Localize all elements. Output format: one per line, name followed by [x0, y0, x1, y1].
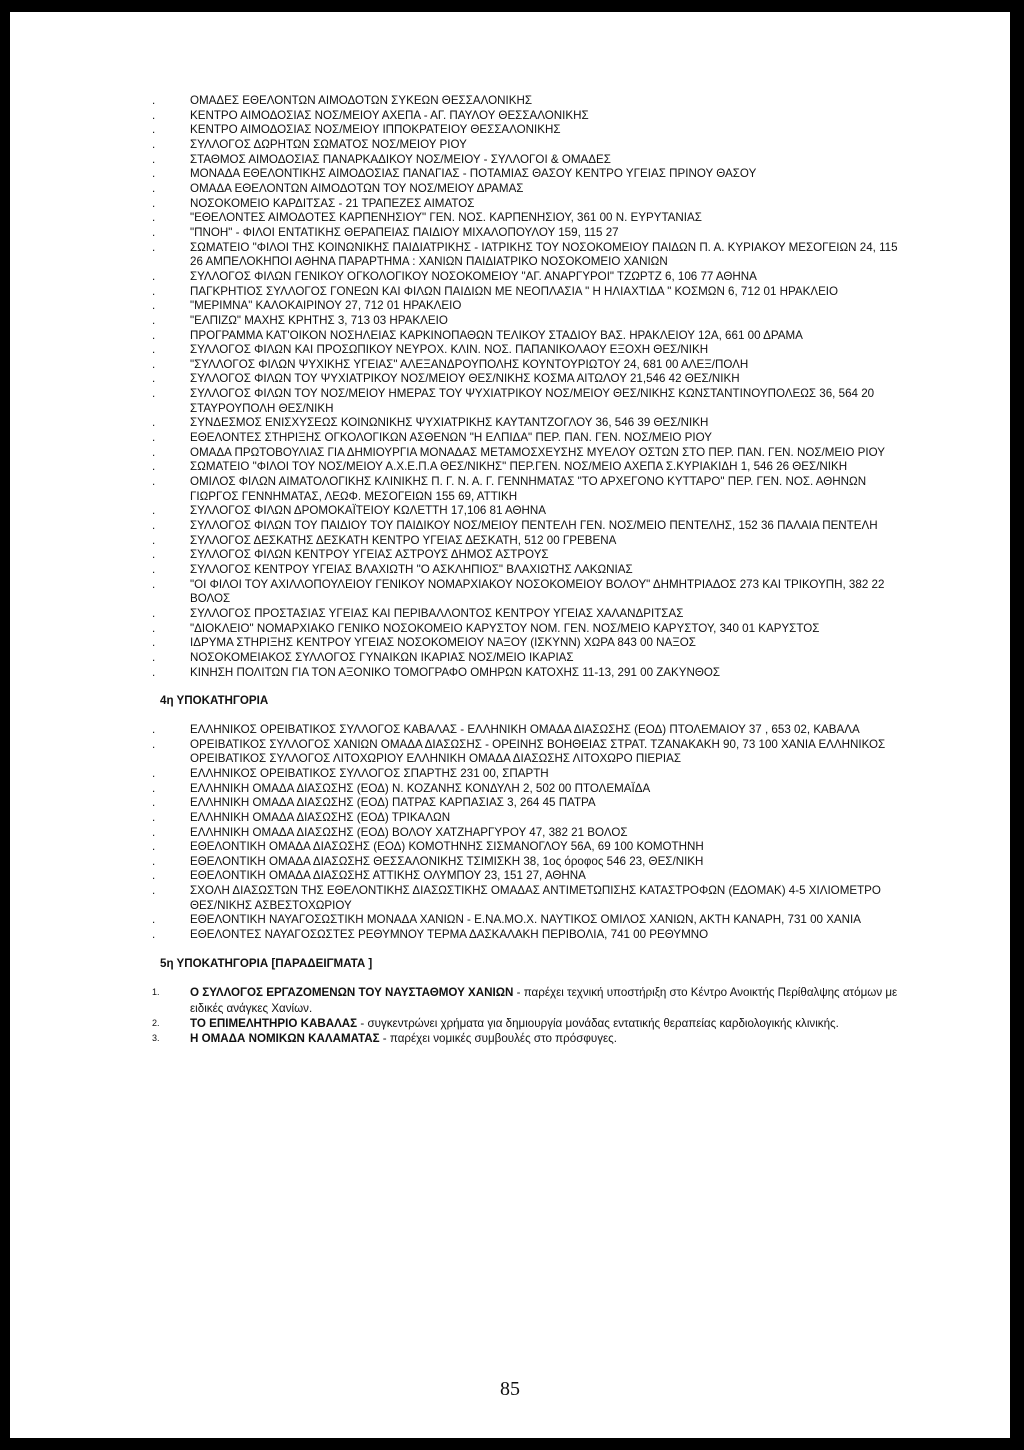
list-item-text: ΣΥΛΛΟΓΟΣ ΦΙΛΩΝ ΤΟΥ ΨΥΧΙΑΤΡΙΚΟΥ ΝΟΣ/ΜΕΙΟΥ ΘΕΣ/ΝΙΚΗΣ ΚΟΣΜΑ ΑΙΤΩΛΟΥ 21,546 42 ΘΕΣ/ΝΙΚΗ: [190, 372, 740, 386]
list-item: [152, 329, 902, 344]
bullet-marker: .: [152, 284, 156, 298]
list-item-text: ΣΥΛΛΟΓΟΣ ΦΙΛΩΝ ΔΡΟΜΟΚΑΪΤΕΙΟΥ ΚΩΛΕΤΤΗ 17,106 81 ΑΘΗΝΑ: [190, 504, 546, 518]
list-item-text: ΣΥΛΛΟΓΟΣ ΦΙΛΩΝ ΤΟΥ ΠΑΙΔΙΟΥ ΤΟΥ ΠΑΙΔΙΚΟΥ ΝΟΣ/ΜΕΙΟΥ ΠΕΝΤΕΛΗ ΓΕΝ. ΝΟΣ/ΜΕΙΟ ΠΕΝΤΕΛΗΣ, 152 36 ΠΑΛΑΙΑ ΠΕΝΤΕΛΗ: [190, 519, 878, 533]
bullet-marker: .: [152, 650, 156, 664]
bullet-marker: .: [152, 431, 156, 445]
list-item-text: ΕΘΕΛΟΝΤΕΣ ΣΤΗΡΙΞΗΣ ΟΓΚΟΛΟΓΙΚΩΝ ΑΣΘΕΝΩΝ "Η ΕΛΠΙΔΑ" ΠΕΡ. ΠΑΝ. ΓΕΝ. ΝΟΣ/ΜΕΙΟ ΡΙΟΥ: [190, 431, 713, 445]
list-item: [152, 855, 902, 870]
list-item-text: "ΠΝΟΗ" - ΦΙΛΟΙ ΕΝΤΑΤΙΚΗΣ ΘΕΡΑΠΕΙΑΣ ΠΑΙΔΙΟΥ ΜΙΧΑΛΟΠΟΥΛΟΥ 159, 115 27: [190, 225, 619, 239]
list-item-text: ΚΙΝΗΣΗ ΠΟΛΙΤΩΝ ΓΙΑ ΤΟΝ ΑΞΟΝΙΚΟ ΤΟΜΟΓΡΑΦΟ ΟΜΗΡΩΝ ΚΑΤΟΧΗΣ 11-13, 291 00 ΖΑΚΥΝΘΟΣ: [190, 665, 721, 679]
list-item: [152, 153, 902, 168]
bullet-marker: .: [152, 387, 156, 401]
list-item: [152, 767, 902, 782]
bullet-marker: .: [152, 123, 156, 137]
list-item: [152, 666, 902, 681]
bullet-marker: .: [152, 606, 156, 620]
list-item: [152, 270, 902, 285]
list-item-text: ΠΑΓΚΡΗΤΙΟΣ ΣΥΛΛΟΓΟΣ ΓΟΝΕΩΝ ΚΑΙ ΦΙΛΩΝ ΠΑΙΔΙΩΝ ΜΕ ΝΕΟΠΛΑΣΙΑ " Η ΗΛΙΑΧΤΙΔΑ " ΚΟΣΜΩΝ 6, 712 01 ΗΡΑΚΛΕΙΟ: [190, 284, 839, 298]
list-item-text: ΚΕΝΤΡΟ ΑΙΜΟΔΟΣΙΑΣ ΝΟΣ/ΜΕΙΟΥ ΑΧΕΠΑ - ΑΓ. ΠΑΥΛΟΥ ΘΕΣΣΑΛΟΝΙΚΗΣ: [190, 108, 589, 122]
list-item-text: "ΟΙ ΦΙΛΟΙ ΤΟΥ ΑΧΙΛΛΟΠΟΥΛΕΙΟΥ ΓΕΝΙΚΟΥ ΝΟΜΑΡΧΙΑΚΟΥ ΝΟΣΟΚΟΜΕΙΟΥ ΒΟΛΟΥ" ΔΗΜΗΤΡΙΑΔΟΣ 273 ΚΑΙ ΤΡΙΚΟΥΠΗ, 382 22 ΒΟΛΟΣ: [190, 577, 885, 606]
list-item: [152, 723, 902, 738]
list-item: [152, 211, 902, 226]
list-item-text: ΣΥΛΛΟΓΟΣ ΦΙΛΩΝ ΚΑΙ ΠΡΟΣΩΠΙΚΟΥ ΝΕΥΡΟΧ. ΚΛΙΝ. ΝΟΣ. ΠΑΠΑΝΙΚΟΛΑΟΥ ΕΞΟΧΗ ΘΕΣ/ΝΙΚΗ: [190, 343, 709, 357]
list-item-text: ΕΛΛΗΝΙΚΗ ΟΜΑΔΑ ΔΙΑΣΩΣΗΣ (ΕΟΔ) ΤΡΙΚΑΛΩΝ: [190, 810, 451, 824]
list-item-text: ΣΥΛΛΟΓΟΣ ΦΙΛΩΝ ΤΟΥ ΝΟΣ/ΜΕΙΟΥ ΗΜΕΡΑΣ ΤΟΥ ΨΥΧΙΑΤΡΙΚΟΥ ΝΟΣ/ΜΕΙΟΥ ΘΕΣ/ΝΙΚΗΣ ΚΩΝΣΤΑΝΤΙΝΟΥΠΟΛΕΩΣ 36, 564 20 ΣΤΑΥΡΟΥΠΟΛΗ ΘΕΣ/ΝΙΚΗ: [190, 387, 875, 415]
bullet-marker: .: [152, 94, 156, 107]
list-item: [152, 358, 902, 373]
list-item: [152, 109, 902, 124]
list-item: [152, 475, 902, 504]
bullet-marker: .: [152, 621, 156, 635]
list-item-text: "ΜΕΡΙΜΝΑ" ΚΑΛΟΚΑΙΡΙΝΟΥ 27, 712 01 ΗΡΑΚΛΕΙΟ: [190, 299, 462, 313]
list-item: [152, 519, 902, 534]
bullet-marker: .: [152, 343, 156, 357]
list-item: [152, 504, 902, 519]
bullet-marker: .: [152, 416, 156, 430]
document-body: [152, 94, 902, 1046]
list-item: [152, 285, 902, 300]
list-item: [152, 94, 902, 109]
list-item-text: ΕΛΛΗΝΙΚΟΣ ΟΡΕΙΒΑΤΙΚΟΣ ΣΥΛΛΟΓΟΣ ΣΠΑΡΤΗΣ 231 00, ΣΠΑΡΤΗ: [190, 766, 549, 780]
list-item: [152, 796, 902, 811]
numbered-item: [152, 1016, 902, 1031]
bullet-marker: .: [152, 181, 156, 195]
bullet-marker: .: [152, 225, 156, 239]
list-item-text: ΟΜΑΔΕΣ ΕΘΕΛΟΝΤΩΝ ΑΙΜΟΔΟΤΩΝ ΣΥΚΕΩΝ ΘΕΣΣΑΛΟΝΙΚΗΣ: [190, 94, 533, 107]
bullet-marker: .: [152, 548, 156, 562]
list-item-text: ΟΜΑΔΑ ΠΡΩΤΟΒΟΥΛΙΑΣ ΓΙΑ ΔΗΜΙΟΥΡΓΙΑ ΜΟΝΑΔΑΣ ΜΕΤΑΜΟΣΧΕΥΣΗΣ ΜΥΕΛΟΥ ΟΣΤΩΝ ΣΤΟ ΠΕΡ. ΠΑΝ. ΓΕΝ. ΝΟΣ/ΜΕΙΟ ΡΙΟΥ: [190, 445, 885, 459]
bullet-marker: .: [152, 108, 156, 122]
list-item: [152, 738, 902, 767]
bullet-marker: .: [152, 533, 156, 547]
bullet-marker: .: [152, 913, 156, 927]
list-item: [152, 636, 902, 651]
list-item-text: ΕΘΕΛΟΝΤΙΚΗ ΟΜΑΔΑ ΔΙΑΣΩΣΗΣ ΘΕΣΣΑΛΟΝΙΚΗΣ ΤΣΙΜΙΣΚΗ 38, 1ος όροφος 546 23, ΘΕΣ/ΝΙΚΗ: [190, 854, 704, 868]
bullet-marker: .: [152, 884, 156, 898]
list-item-text: "ΕΛΠΙΖΩ" ΜΑΧΗΣ ΚΡΗΤΗΣ 3, 713 03 ΗΡΑΚΛΕΙΟ: [190, 313, 448, 327]
organization-list: [152, 94, 902, 680]
list-item-text: ΕΛΛΗΝΙΚΟΣ ΟΡΕΙΒΑΤΙΚΟΣ ΣΥΛΛΟΓΟΣ ΚΑΒΑΛΑΣ - ΕΛΛΗΝΙΚΗ ΟΜΑΔΑ ΔΙΑΣΩΣΗΣ (ΕΟΔ) ΠΤΟΛΕΜΑΙΟΥ 37 , 653 02, ΚΑΒΑΛΑ: [190, 722, 860, 736]
list-item-text: ΣΧΟΛΗ ΔΙΑΣΩΣΤΩΝ ΤΗΣ ΕΘΕΛΟΝΤΙΚΗΣ ΔΙΑΣΩΣΤΙΚΗΣ ΟΜΑΔΑΣ ΑΝΤΙΜΕΤΩΠΙΣΗΣ ΚΑΤΑΣΤΡΟΦΩΝ (ΕΔΟΜΑΚ) 4-5 ΧΙΛΙΟΜΕΤΡΟ ΘΕΣ/ΝΙΚΗΣ ΑΣΒΕΣΤΟΧΩΡΙΟΥ: [190, 884, 881, 912]
bullet-marker: .: [152, 519, 156, 533]
bullet-marker: .: [152, 445, 156, 459]
organization-name: ΤΟ ΕΠΙΜΕΛΗΤΗΡΙΟ ΚΑΒΑΛΑΣ: [190, 1016, 358, 1030]
bullet-marker: .: [152, 504, 156, 518]
list-item-text: ΣΥΛΛΟΓΟΣ ΔΕΣΚΑΤΗΣ ΔΕΣΚΑΤΗ ΚΕΝΤΡΟ ΥΓΕΙΑΣ ΔΕΣΚΑΤΗ, 512 00 ΓΡΕΒΕΝΑ: [190, 533, 617, 547]
list-item: [152, 782, 902, 797]
list-item: [152, 884, 902, 913]
list-item: [152, 197, 902, 212]
list-item-text: "ΔΙΟΚΛΕΙΟ" ΝΟΜΑΡΧΙΑΚΟ ΓΕΝΙΚΟ ΝΟΣΟΚΟΜΕΙΟ ΚΑΡΥΣΤΟΥ ΝΟΜ. ΓΕΝ. ΝΟΣ/ΜΕΙΟ ΚΑΡΥΣΤΟΥ, 340 01 ΚΑΡΥΣΤΟΣ: [190, 621, 820, 635]
list-item: [152, 869, 902, 884]
bullet-marker: .: [152, 928, 156, 942]
section-5-list: [152, 985, 902, 1046]
list-item: [152, 928, 902, 943]
page-number: 85: [500, 1378, 520, 1400]
list-item: [152, 622, 902, 637]
bullet-marker: .: [152, 825, 156, 839]
list-item-text: ΙΔΡΥΜΑ ΣΤΗΡΙΞΗΣ ΚΕΝΤΡΟΥ ΥΓΕΙΑΣ ΝΟΣΟΚΟΜΕΙΟΥ ΝΑΞΟΥ (ΙΣΚΥΝΝ) ΧΩΡΑ 843 00 ΝΑΞΟΣ: [190, 636, 696, 650]
bullet-marker: .: [152, 152, 156, 166]
list-item-text: ΠΡΟΓΡΑΜΜΑ ΚΑΤ'ΟΙΚΟΝ ΝΟΣΗΛΕΙΑΣ ΚΑΡΚΙΝΟΠΑΘΩΝ ΤΕΛΙΚΟΥ ΣΤΑΔΙΟΥ ΒΑΣ. ΗΡΑΚΛΕΙΟΥ 12Α, 661 00 ΔΡΑΜΑ: [190, 328, 803, 342]
bullet-marker: .: [152, 372, 156, 386]
bullet-marker: .: [152, 269, 156, 283]
list-item: [152, 563, 902, 578]
list-item: [152, 548, 902, 563]
list-item: [152, 431, 902, 446]
bullet-marker: .: [152, 840, 156, 854]
list-item-text: ΟΜΙΛΟΣ ΦΙΛΩΝ ΑΙΜΑΤΟΛΟΓΙΚΗΣ ΚΛΙΝΙΚΗΣ Π. Γ. Ν. Α. Γ. ΓΕΝΝΗΜΑΤΑΣ "ΤΟ ΑΡΧΕΓΟΝΟ ΚΥΤΤΑΡΟ" ΠΕΡ. ΓΕΝ. ΝΟΣ. ΑΘΗΝΩΝ ΓΙΩΡΓΟΣ ΓΕΝΝΗΜΑΤΑΣ, ΛΕΩΦ. ΜΕΣΟΓΕΙΩΝ 155 69, ΑΤΤΙΚΗ: [190, 475, 867, 503]
bullet-marker: .: [152, 240, 156, 254]
list-item-text: ΣΩΜΑΤΕΙΟ "ΦΙΛΟΙ ΤΗΣ ΚΟΙΝΩΝΙΚΗΣ ΠΑΙΔΙΑΤΡΙΚΗΣ - ΙΑΤΡΙΚΗΣ ΤΟΥ ΝΟΣΟΚΟΜΕΙΟΥ ΠΑΙΔΩΝ Π. Α. ΚΥΡΙΑΚΟΥ ΜΕΣΟΓΕΙΩΝ 24, 115 26 ΑΜΠΕΛΟΚΗΠΟΙ ΑΘΗΝΑ ΠΑΡΑΡΤΗΜΑ : ΧΑΝΙΩΝ ΠΑΙΔΙΑΤΡΙΚΟ ΝΟΣΟΚΟΜΕΙΟ ΧΑΝΙΩΝ: [190, 240, 898, 269]
list-item-text: ΕΘΕΛΟΝΤΕΣ ΝΑΥΑΓΟΣΩΣΤΕΣ ΡΕΘΥΜΝΟΥ ΤΕΡΜΑ ΔΑΣΚΑΛΑΚΗ ΠΕΡΙΒΟΛΙΑ, 741 00 ΡΕΘΥΜΝΟ: [190, 928, 709, 942]
bullet-marker: .: [152, 357, 156, 371]
organization-name: Ο ΣΥΛΛΟΓΟΣ ΕΡΓΑΖΟΜΕΝΩΝ ΤΟΥ ΝΑΥΣΤΑΘΜΟΥ ΧΑΝΙΩΝ: [190, 986, 514, 1000]
item-description: - παρέχει νομικές συμβουλές στο πρόσφυγες.: [379, 1032, 617, 1046]
section-4-list: [152, 723, 902, 943]
bullet-marker: .: [152, 475, 156, 489]
list-item-text: ΝΟΣΟΚΟΜΕΙΑΚΟΣ ΣΥΛΛΟΓΟΣ ΓΥΝΑΙΚΩΝ ΙΚΑΡΙΑΣ ΝΟΣ/ΜΕΙΟ ΙΚΑΡΙΑΣ: [190, 650, 574, 664]
bullet-marker: .: [152, 211, 156, 225]
list-item-text: ΣΤΑΘΜΟΣ ΑΙΜΟΔΟΣΙΑΣ ΠΑΝΑΡΚΑΔΙΚΟΥ ΝΟΣ/ΜΕΙΟΥ - ΣΥΛΛΟΓΟΙ & ΟΜΑΔΕΣ: [190, 152, 611, 166]
list-item-text: ΣΥΛΛΟΓΟΣ ΦΙΛΩΝ ΓΕΝΙΚΟΥ ΟΓΚΟΛΟΓΙΚΟΥ ΝΟΣΟΚΟΜΕΙΟΥ "ΑΓ. ΑΝΑΡΓΥΡΟΙ" ΤΖΩΡΤΖ 6, 106 77 ΑΘΗΝΑ: [190, 269, 757, 283]
list-item: [152, 578, 902, 607]
list-item: [152, 241, 902, 270]
list-item-text: ΟΡΕΙΒΑΤΙΚΟΣ ΣΥΛΛΟΓΟΣ ΧΑΝΙΩΝ ΟΜΑΔΑ ΔΙΑΣΩΣΗΣ - ΟΡΕΙΝΗΣ ΒΟΗΘΕΙΑΣ ΣΤΡΑΤ. ΤΖΑΝΑΚΑΚΗ 90, 73 100 ΧΑΝΙΑ ΕΛΛΗΝΙΚΟΣ ΟΡΕΙΒΑΤΙΚΟΣ ΣΥΛΛΟΓΟΣ ΛΙΤΟΧΩΡΙΟΥ ΕΛΛΗΝΙΚΗ ΟΜΑΔΑ ΔΙΑΣΩΣΗΣ ΛΙΤΟΧΩΡΟ ΠΙΕΡΙΑΣ: [190, 737, 886, 766]
list-item: [152, 840, 902, 855]
list-item-text: ΚΕΝΤΡΟ ΑΙΜΟΔΟΣΙΑΣ ΝΟΣ/ΜΕΙΟΥ ΙΠΠΟΚΡΑΤΕΙΟΥ ΘΕΣΣΑΛΟΝΙΚΗΣ: [190, 123, 561, 137]
bullet-marker: .: [152, 636, 156, 650]
list-item: [152, 226, 902, 241]
list-item-text: ΣΥΛΛΟΓΟΣ ΔΩΡΗΤΩΝ ΣΩΜΑΤΟΣ ΝΟΣ/ΜΕΙΟΥ ΡΙΟΥ: [190, 137, 467, 151]
list-item-text: ΣΩΜΑΤΕΙΟ "ΦΙΛΟΙ ΤΟΥ ΝΟΣ/ΜΕΙΟΥ Α.Χ.Ε.Π.Α ΘΕΣ/ΝΙΚΗΣ" ΠΕΡ.ΓΕΝ. ΝΟΣ/ΜΕΙΟ ΑΧΕΠΑ Σ.ΚΥΡΙΑΚΙΔΗ 1, 546 26 ΘΕΣ/ΝΙΚΗ: [190, 460, 848, 474]
bullet-marker: .: [152, 577, 156, 591]
bullet-marker: .: [152, 167, 156, 181]
list-item-text: ΕΘΕΛΟΝΤΙΚΗ ΝΑΥΑΓΟΣΩΣΤΙΚΗ ΜΟΝΑΔΑ ΧΑΝΙΩΝ - Ε.ΝΑ.ΜΟ.Χ. ΝΑΥΤΙΚΟΣ ΟΜΙΛΟΣ ΧΑΝΙΩΝ, ΑΚΤΗ ΚΑΝΑΡΗ, 731 00 ΧΑΝΙΑ: [190, 913, 861, 927]
list-item-text: ΝΟΣΟΚΟΜΕΙΟ ΚΑΡΔΙΤΣΑΣ - 21 ΤΡΑΠΕΖΕΣ ΑΙΜΑΤΟΣ: [190, 196, 475, 210]
list-item: [152, 826, 902, 841]
list-item: [152, 343, 902, 358]
list-item-text: ΣΥΝΔΕΣΜΟΣ ΕΝΙΣΧΥΣΕΩΣ ΚΟΙΝΩΝΙΚΗΣ ΨΥΧΙΑΤΡΙΚΗΣ ΚΑΥΤΑΝΤΖΟΓΛΟΥ 36, 546 39 ΘΕΣ/ΝΙΚΗ: [190, 416, 709, 430]
list-item-text: ΟΜΑΔΑ ΕΘΕΛΟΝΤΩΝ ΑΙΜΟΔΟΤΩΝ ΤΟΥ ΝΟΣ/ΜΕΙΟΥ ΔΡΑΜΑΣ: [190, 181, 524, 195]
list-item-text: ΣΥΛΛΟΓΟΣ ΚΕΝΤΡΟΥ ΥΓΕΙΑΣ ΒΛΑΧΙΩΤΗ "Ο ΑΣΚΛΗΠΙΟΣ" ΒΛΑΧΙΩΤΗΣ ΛΑΚΩΝΙΑΣ: [190, 563, 633, 576]
list-item-text: ΕΛΛΗΝΙΚΗ ΟΜΑΔΑ ΔΙΑΣΩΣΗΣ (ΕΟΔ) Ν. ΚΟΖΑΝΗΣ ΚΟΝΔΥΛΗ 2, 502 00 ΠΤΟΛΕΜΑΪΔΑ: [190, 781, 651, 795]
section-4-heading: 4η ΥΠΟΚΑΤΗΓΟΡΙΑ: [160, 694, 269, 708]
list-item-text: ΕΛΛΗΝΙΚΗ ΟΜΑΔΑ ΔΙΑΣΩΣΗΣ (ΕΟΔ) ΒΟΛΟΥ ΧΑΤΖΗΑΡΓΥΡΟΥ 47, 382 21 ΒΟΛΟΣ: [190, 825, 628, 839]
bullet-marker: .: [152, 137, 156, 151]
list-item-text: "ΣΥΛΛΟΓΟΣ ΦΙΛΩΝ ΨΥΧΙΚΗΣ ΥΓΕΙΑΣ" ΑΛΕΞΑΝΔΡΟΥΠΟΛΗΣ ΚΟΥΝΤΟΥΡΙΩΤΟΥ 24, 681 00 ΑΛΕΞ/ΠΟΛΗ: [190, 357, 749, 371]
bullet-marker: .: [152, 722, 156, 736]
bullet-marker: .: [152, 665, 156, 679]
list-item-text: ΜΟΝΑΔΑ ΕΘΕΛΟΝΤΙΚΗΣ ΑΙΜΟΔΟΣΙΑΣ ΠΑΝΑΓΙΑΣ - ΠΟΤΑΜΙΑΣ ΘΑΣΟΥ ΚΕΝΤΡΟ ΥΓΕΙΑΣ ΠΡΙΝΟΥ ΘΑΣΟΥ: [190, 167, 757, 181]
list-item: [152, 416, 902, 431]
item-description: - συγκεντρώνει χρήματα για δημιουργία μονάδας εντατικής θεραπείας καρδιολογικής κλινικής.: [357, 1016, 839, 1030]
list-item: [152, 138, 902, 153]
bullet-marker: .: [152, 810, 156, 824]
item-number: 3.: [152, 1033, 160, 1044]
bullet-marker: .: [152, 563, 156, 576]
list-item: [152, 167, 902, 182]
bullet-marker: .: [152, 313, 156, 327]
list-item: [152, 314, 902, 329]
list-item: [152, 387, 902, 416]
list-item: [152, 651, 902, 666]
list-item-text: ΕΘΕΛΟΝΤΙΚΗ ΟΜΑΔΑ ΔΙΑΣΩΣΗΣ ΑΤΤΙΚΗΣ ΟΛΥΜΠΟΥ 23, 151 27, ΑΘΗΝΑ: [190, 869, 586, 883]
bullet-marker: .: [152, 796, 156, 810]
list-item-text: ΣΥΛΛΟΓΟΣ ΦΙΛΩΝ ΚΕΝΤΡΟΥ ΥΓΕΙΑΣ ΑΣΤΡΟΥΣ ΔΗΜΟΣ ΑΣΤΡΟΥΣ: [190, 548, 549, 562]
item-number: 1.: [152, 987, 160, 998]
list-item: [152, 182, 902, 197]
organization-name: Η ΟΜΑΔΑ ΝΟΜΙΚΩΝ ΚΑΛΑΜΑΤΑΣ: [190, 1032, 380, 1046]
document-page: [10, 12, 1010, 1438]
section-5-heading: 5η ΥΠΟΚΑΤΗΓΟΡΙΑ [ΠΑΡΑΔΕΙΓΜΑΤΑ ]: [160, 956, 373, 970]
list-item: [152, 607, 902, 622]
list-item: [152, 811, 902, 826]
list-item: [152, 446, 902, 461]
bullet-marker: .: [152, 869, 156, 883]
bullet-marker: .: [152, 854, 156, 868]
list-item: [152, 299, 902, 314]
bullet-marker: .: [152, 460, 156, 474]
list-item-text: ΕΘΕΛΟΝΤΙΚΗ ΟΜΑΔΑ ΔΙΑΣΩΣΗΣ (ΕΟΔ) ΚΟΜΟΤΗΝΗΣ ΣΙΣΜΑΝΟΓΛΟΥ 56Α, 69 100 ΚΟΜΟΤΗΝΗ: [190, 840, 704, 854]
list-item-text: "ΕΘΕΛΟΝΤΕΣ ΑΙΜΟΔΟΤΕΣ ΚΑΡΠΕΝΗΣΙΟΥ" ΓΕΝ. ΝΟΣ. ΚΑΡΠΕΝΗΣΙΟΥ, 361 00 Ν. ΕΥΡΥΤΑΝΙΑΣ: [190, 211, 702, 225]
bullet-marker: .: [152, 299, 156, 313]
list-item-text: ΕΛΛΗΝΙΚΗ ΟΜΑΔΑ ΔΙΑΣΩΣΗΣ (ΕΟΔ) ΠΑΤΡΑΣ ΚΑΡΠΑΣΙΑΣ 3, 264 45 ΠΑΤΡΑ: [190, 796, 596, 810]
bullet-marker: .: [152, 766, 156, 780]
list-item: [152, 123, 902, 138]
list-item: [152, 372, 902, 387]
bullet-marker: .: [152, 328, 156, 342]
list-item: [152, 460, 902, 475]
item-number: 2.: [152, 1017, 160, 1028]
list-item: [152, 913, 902, 928]
bullet-marker: .: [152, 781, 156, 795]
bullet-marker: .: [152, 196, 156, 210]
numbered-item: [152, 1031, 902, 1046]
bullet-marker: .: [152, 737, 156, 751]
item-description: - παρέχει τεχνική υποστήριξη στο Κέντρο Ανοικτής Περίθαλψης ατόμων με ειδικές ανάγκες Χανίων.: [190, 986, 898, 1015]
numbered-item: [152, 985, 902, 1015]
list-item-text: ΣΥΛΛΟΓΟΣ ΠΡΟΣΤΑΣΙΑΣ ΥΓΕΙΑΣ ΚΑΙ ΠΕΡΙΒΑΛΛΟΝΤΟΣ ΚΕΝΤΡΟΥ ΥΓΕΙΑΣ ΧΑΛΑΝΔΡΙΤΣΑΣ: [190, 606, 684, 620]
list-item: [152, 534, 902, 549]
